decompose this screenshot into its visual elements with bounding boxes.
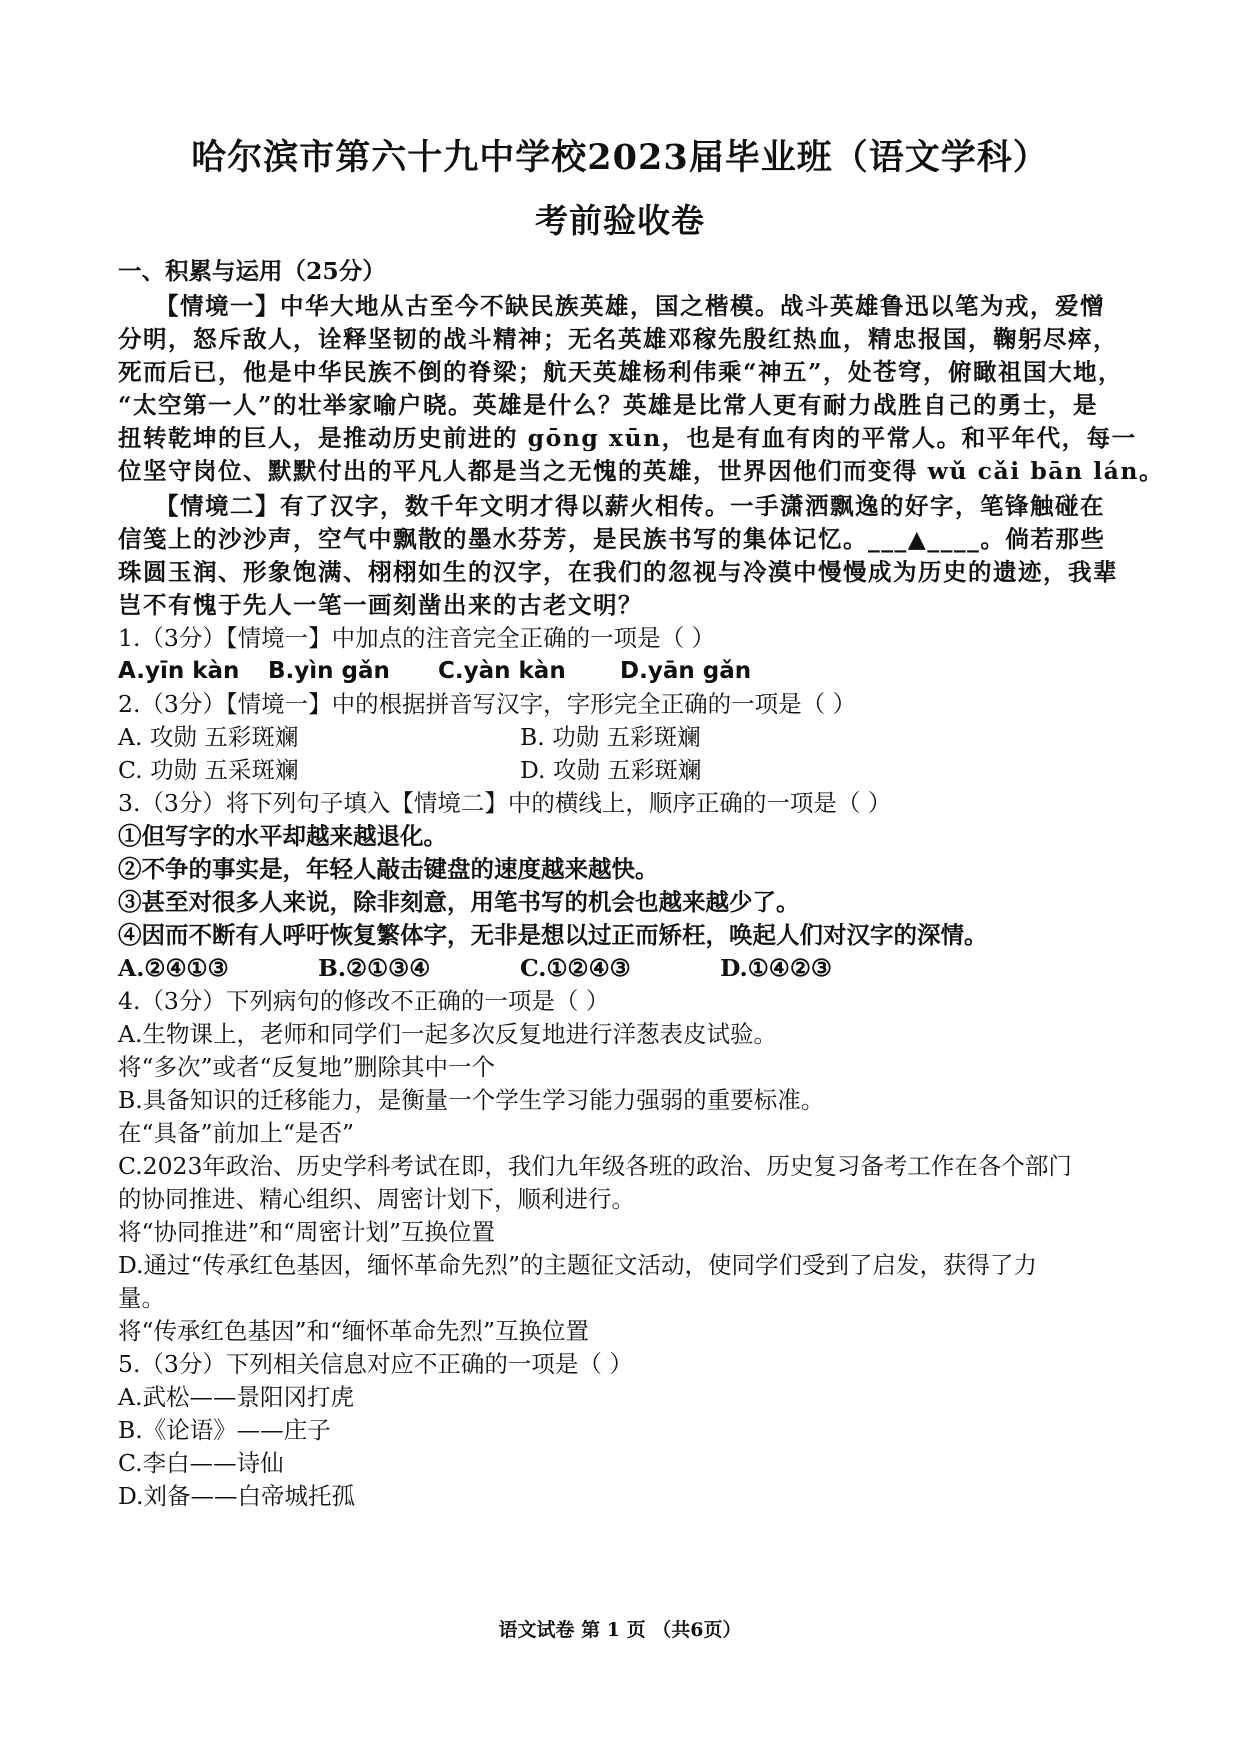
question-1-stem: 1.（3分）【情境一】中加点的注音完全正确的一项是（ ）	[118, 624, 716, 652]
question-2-option-c: C. 功勋 五采斑斓	[118, 756, 299, 784]
question-5-option-b: B.《论语》——庄子	[118, 1416, 331, 1444]
page-footer: 语文试卷 第 1 页 （共6页）	[498, 1619, 742, 1641]
question-3-sentence: ③甚至对很多人来说，除非刻意，用笔书写的机会也越来越少了。	[118, 888, 800, 916]
context1-line: 分明，怒斥敌人，诠释坚韧的战斗精神；无名英雄邓稼先殷红热血，精忠报国，鞠躬尽瘁，	[118, 325, 1118, 353]
question-4-line: B.具备知识的迁移能力，是衡量一个学生学习能力强弱的重要标准。	[118, 1086, 825, 1114]
question-4-line: 将“多次”或者“反复地”删除其中一个	[118, 1053, 496, 1081]
question-3-stem: 3.（3分）将下列句子填入【情境二】中的横线上，顺序正确的一项是（ ）	[118, 789, 892, 817]
question-2-option-b: B. 功勋 五彩斑斓	[520, 723, 701, 751]
context1-line: 位坚守岗位、默默付出的平凡人都是当之无愧的英雄，世界因他们而变得 wǔ cǎi bān lán。	[118, 457, 1164, 485]
context2-line: 珠圆玉润、形象饱满、栩栩如生的汉字，在我们的忽视与冷漠中慢慢成为历史的遗迹，我辈	[118, 558, 1118, 586]
context2-line: 岂不有愧于先人一笔一画刻凿出来的古老文明？	[118, 591, 643, 619]
question-5-option-c: C.李白——诗仙	[118, 1449, 284, 1477]
question-4-stem: 4.（3分）下列病句的修改不正确的一项是（ ）	[118, 987, 610, 1015]
question-5-option-a: A.武松——景阳冈打虎	[118, 1383, 354, 1411]
question-3-sentence: ④因而不断有人呼吁恢复繁体字，无非是想以过正而矫枉，唤起人们对汉字的深情。	[118, 921, 988, 949]
question-4-line: A.生物课上，老师和同学们一起多次反复地进行洋葱表皮试验。	[118, 1020, 777, 1048]
question-1-option-b: B.yìn gǎn	[268, 658, 390, 684]
context1-line: 【情境一】中华大地从古至今不缺民族英雄，国之楷模。战斗英雄鲁迅以笔为戎，爱憎	[155, 292, 1105, 320]
context2-line: 【情境二】有了汉字，数千年文明才得以薪火相传。一手潇洒飘逸的好字，笔锋触碰在	[155, 492, 1105, 520]
context1-line: 死而后已，他是中华民族不倒的脊梁；航天英雄杨利伟乘“神五”，处苍穹，俯瞰祖国大地，	[118, 358, 1124, 386]
question-3-sentence: ②不争的事实是，年轻人敲击键盘的速度越来越快。	[118, 855, 659, 883]
exam-subtitle: 考前验收卷	[535, 201, 705, 240]
context2-line: 信笺上的沙沙声，空气中飘散的墨水芬芳，是民族书写的集体记忆。___▲____。倘若那些	[118, 525, 1106, 553]
question-4-line: 在“具备”前加上“是否”	[118, 1119, 355, 1147]
question-4-line: 的协同推进、精心组织、周密计划下，顺利进行。	[118, 1185, 635, 1213]
question-4-line: 将“传承红色基因”和“缅怀革命先烈”互换位置	[118, 1317, 590, 1345]
question-5-option-d: D.刘备——白帝城托孤	[118, 1482, 355, 1510]
question-3-option-b: B.②①③④	[318, 954, 431, 982]
question-1-option-d: D.yān gǎn	[620, 658, 752, 684]
question-4-line: C.2023年政治、历史学科考试在即，我们九年级各班的政治、历史复习备考工作在各个部门	[118, 1152, 1072, 1180]
question-4-line: 将“协同推进”和“周密计划”互换位置	[118, 1218, 496, 1246]
question-3-option-d: D.①④②③	[720, 954, 832, 982]
question-4-line: D.通过“传承红色基因，缅怀革命先烈”的主题征文活动，使同学们受到了启发，获得了力	[118, 1251, 1038, 1279]
question-4-line: 量。	[118, 1284, 165, 1312]
question-3-option-a: A.②④①③	[118, 954, 229, 982]
question-3-sentence: ①但写字的水平却越来越退化。	[118, 822, 447, 850]
section-heading: 一、积累与运用（25分）	[118, 257, 386, 285]
question-1-option-c: C.yàn kàn	[438, 658, 566, 684]
question-2-stem: 2.（3分）【情境一】中的根据拼音写汉字，字形完全正确的一项是（ ）	[118, 690, 857, 718]
question-3-option-c: C.①②④③	[520, 954, 631, 982]
question-2-option-a: A. 攻勋 五彩斑斓	[118, 723, 299, 751]
context1-line: 扭转乾坤的巨人，是推动历史前进的 gōng xūn，也是有血有肉的平常人。和平年代，每一	[118, 424, 1137, 452]
context1-line: “太空第一人”的壮举家喻户晓。英雄是什么？英雄是比常人更有耐力战胜自己的勇士，是	[118, 391, 1099, 419]
question-1-option-a: A.yīn kàn	[118, 658, 240, 684]
question-5-stem: 5.（3分）下列相关信息对应不正确的一项是（ ）	[118, 1350, 633, 1378]
question-2-option-d: D. 攻勋 五彩斑斓	[520, 756, 702, 784]
exam-title: 哈尔滨市第六十九中学校2023届毕业班（语文学科）	[191, 137, 1049, 178]
